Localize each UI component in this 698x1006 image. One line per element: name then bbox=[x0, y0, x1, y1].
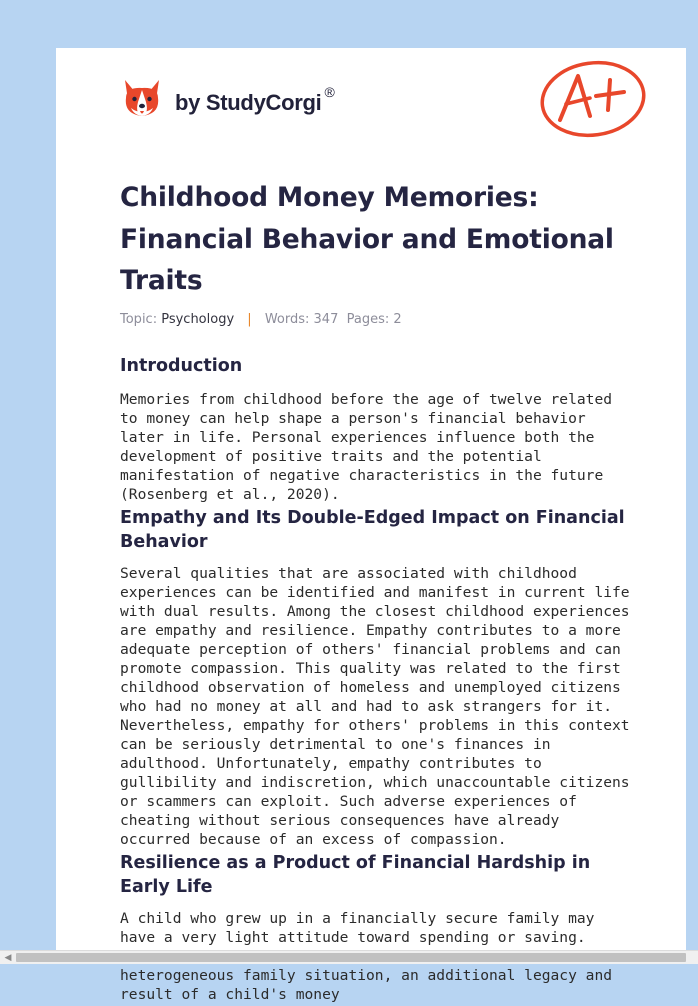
section-heading-empathy: Empathy and Its Double-Edged Impact on Financial Behavior bbox=[120, 508, 625, 552]
studycorgi-logo[interactable] bbox=[122, 78, 334, 120]
page-count: Pages: 2 bbox=[346, 312, 402, 327]
section-paragraph-resilience: A child who grew up in a financially secure family may have a very light attitude toward spending or saving. heterogeneous family situation, an additional legacy and result of a child's money bbox=[120, 910, 613, 1003]
section-heading-resilience: Resilience as a Product of Financial Hardship in Early Life bbox=[120, 853, 591, 897]
document-title: Childhood Money Memories: Financial Behavior and Emotional Traits bbox=[120, 182, 614, 296]
grade-a-plus-badge bbox=[538, 58, 648, 140]
section-paragraph-introduction: Memories from childhood before the age of twelve related to money can help shape a person's financial behavior later in life. Personal experiences influence both the development of positive traits and the potential manifestation of negative characteristics in the future (Rosenberg et al., 2020). bbox=[120, 391, 613, 503]
scroll-thumb[interactable] bbox=[16, 953, 686, 962]
document-page bbox=[56, 48, 686, 1003]
horizontal-scrollbar[interactable] bbox=[0, 950, 698, 964]
topic-label: Topic: bbox=[120, 312, 158, 327]
word-count: Words: 347 bbox=[264, 312, 339, 327]
scroll-left-arrow-icon[interactable]: ◀ bbox=[4, 953, 12, 963]
meta-separator: | bbox=[247, 312, 252, 327]
corgi-icon bbox=[122, 78, 162, 120]
registered-mark: ® bbox=[324, 84, 335, 100]
brand-name: by StudyCorgi ® bbox=[175, 84, 335, 115]
document-meta bbox=[120, 312, 402, 327]
topic-link[interactable]: Psychology bbox=[161, 312, 235, 327]
section-heading-introduction: Introduction bbox=[120, 356, 243, 376]
document-body bbox=[120, 354, 632, 1006]
section-paragraph-empathy: Several qualities that are associated with childhood experiences can be identified and manifest in current life with dual results. Among the closest childhood experiences are empathy and resilience. Empathy contributes to a more adequate perception of others' financial problems and can promote compassion. This quality was related to the first childhood observation of homeless and unemployed citizens who had no money at all and had to ask strangers for it. Nevertheless, empathy for others' problems in this context can be seriously detrimental to one's finances in adulthood. Unfortunately, empathy contributes to gullibility and indiscretion, which unaccountable citizens or scammers can exploit. Such adverse experiences of cheating without serious consequences have already occurred because of an excess of compassion. bbox=[120, 565, 630, 848]
